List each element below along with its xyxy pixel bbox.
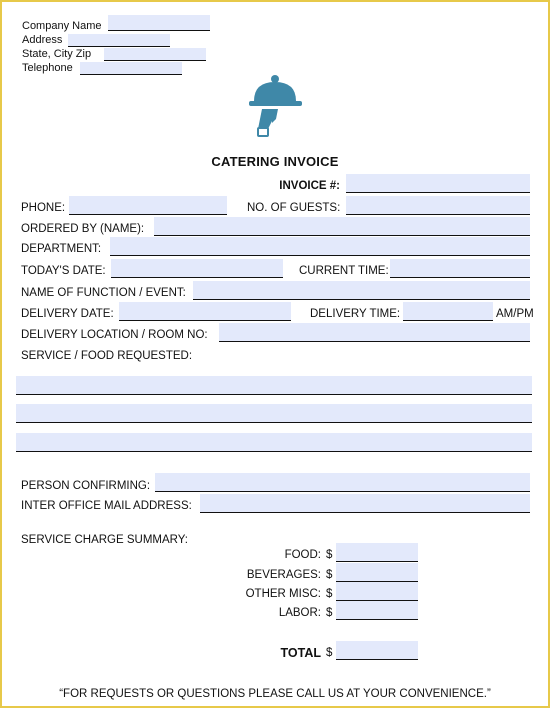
service-line-1[interactable] <box>16 376 532 395</box>
company-name-field[interactable] <box>108 15 210 31</box>
company-name-label: Company Name <box>22 20 102 32</box>
delivery-location-label: DELIVERY LOCATION / ROOM NO: <box>21 329 208 341</box>
state-city-zip-label: State, City Zip <box>22 48 92 60</box>
food-label: FOOD: <box>284 549 321 561</box>
beverages-amount-field[interactable] <box>336 563 418 582</box>
service-line-2[interactable] <box>16 404 532 423</box>
invoice-number-field[interactable] <box>346 174 530 193</box>
delivery-time-label: DELIVERY TIME: <box>310 308 401 320</box>
footer-note: “FOR REQUESTS OR QUESTIONS PLEASE CALL US AT YOUR CONVENIENCE.” <box>59 688 491 700</box>
current-time-label: CURRENT TIME: <box>299 265 389 277</box>
invoice-title: CATERING INVOICE <box>211 154 339 169</box>
total-amount-field[interactable] <box>336 641 418 660</box>
other-misc-currency: $ <box>326 588 333 600</box>
department-field[interactable] <box>110 237 530 256</box>
labor-label: LABOR: <box>278 607 321 619</box>
serving-cloche-icon <box>246 73 304 139</box>
summary-heading: SERVICE CHARGE SUMMARY: <box>21 534 189 546</box>
address-field[interactable] <box>68 34 170 47</box>
total-currency: $ <box>326 647 333 659</box>
person-confirming-label: PERSON CONFIRMING: <box>21 480 151 492</box>
delivery-location-field[interactable] <box>219 323 530 342</box>
delivery-time-field[interactable] <box>403 302 493 321</box>
phone-field[interactable] <box>69 196 227 215</box>
delivery-date-label: DELIVERY DATE: <box>21 308 114 320</box>
inter-office-label: INTER OFFICE MAIL ADDRESS: <box>21 500 192 512</box>
function-name-field[interactable] <box>193 281 530 300</box>
person-confirming-field[interactable] <box>155 473 530 492</box>
food-currency: $ <box>326 549 333 561</box>
current-time-field[interactable] <box>390 259 530 278</box>
ordered-by-field[interactable] <box>154 217 530 236</box>
ampm-label: AM/PM <box>496 308 534 320</box>
total-label: TOTAL <box>280 646 321 660</box>
service-requested-label: SERVICE / FOOD REQUESTED: <box>21 350 193 362</box>
other-misc-amount-field[interactable] <box>336 582 418 601</box>
invoice-number-label: INVOICE #: <box>279 180 340 192</box>
delivery-date-field[interactable] <box>119 302 291 321</box>
telephone-field[interactable] <box>80 62 182 75</box>
food-amount-field[interactable] <box>336 543 418 562</box>
department-label: DEPARTMENT: <box>21 243 102 255</box>
beverages-label: BEVERAGES: <box>246 569 321 581</box>
labor-amount-field[interactable] <box>336 601 418 620</box>
function-name-label: NAME OF FUNCTION / EVENT: <box>21 287 186 299</box>
todays-date-label: TODAY'S DATE: <box>21 265 106 277</box>
telephone-label: Telephone <box>22 62 73 74</box>
guests-label: NO. OF GUESTS: <box>247 202 341 214</box>
address-label: Address <box>22 34 63 46</box>
todays-date-field[interactable] <box>111 259 283 278</box>
phone-label: PHONE: <box>21 202 66 214</box>
ordered-by-label: ORDERED BY (NAME): <box>21 223 145 235</box>
guests-field[interactable] <box>346 196 530 215</box>
inter-office-field[interactable] <box>200 494 530 513</box>
labor-currency: $ <box>326 607 333 619</box>
beverages-currency: $ <box>326 569 333 581</box>
other-misc-label: OTHER MISC: <box>245 588 321 600</box>
service-line-3[interactable] <box>16 433 532 452</box>
state-city-zip-field[interactable] <box>104 48 206 61</box>
